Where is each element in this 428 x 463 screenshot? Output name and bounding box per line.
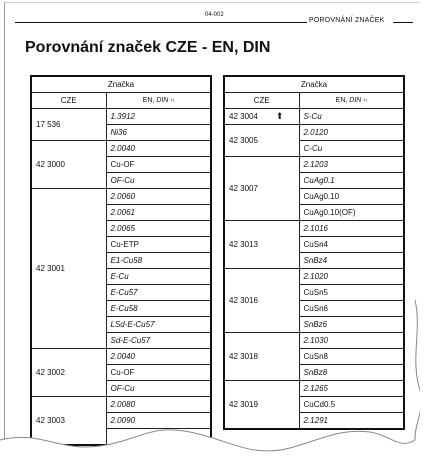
en-din-value: Cu-OF: [106, 157, 211, 173]
cze-code: 17 536: [36, 120, 61, 129]
en-din-value: 2.0060: [106, 189, 211, 205]
en-din-value: CuAg0.1: [299, 173, 404, 189]
en-din-value: CuSn4: [299, 237, 404, 253]
en-din-value: Sd-E-Cu57: [106, 333, 211, 349]
en-din-value: E-Cu58: [106, 301, 211, 317]
en-din-value: CuCd0.5: [299, 397, 404, 413]
en-din-value: S-Cu: [299, 109, 404, 125]
en-din-value: 2.0040: [106, 349, 211, 365]
cze-code: 42 3016: [229, 296, 258, 305]
cze-code: 42 3005: [229, 136, 258, 145]
en-din-value: CuSn6: [299, 301, 404, 317]
en-din-value: LSd-E-Cu57: [106, 317, 211, 333]
en-din-value: CuSn8: [299, 349, 404, 365]
en-din-value: 2.0120: [299, 125, 404, 141]
en-din-value: OF-Cu: [106, 173, 211, 189]
column-header-en: EN,: [142, 97, 155, 104]
en-din-value: 2.0090: [106, 413, 211, 429]
en-din-value: 2.0065: [106, 221, 211, 237]
en-din-value: 2.1030: [299, 333, 404, 349]
en-din-value: Cu-OF: [106, 365, 211, 381]
cze-code: 42 3019: [229, 400, 258, 409]
cze-code: 42 3000: [36, 160, 65, 169]
en-din-value: SnBz4: [299, 253, 404, 269]
page-title: Porovnání značek CZE - EN, DIN: [25, 39, 271, 56]
cze-code: 42 3002: [36, 368, 65, 377]
cze-code: 42 3007: [229, 184, 258, 193]
en-din-value: SnBz8: [299, 365, 404, 381]
cze-code: 42 3001: [36, 264, 65, 273]
column-header-en: EN,: [335, 97, 348, 104]
up-arrow-icon: ⬆: [275, 111, 284, 121]
en-din-value: CuAg0.10: [299, 189, 404, 205]
en-din-value: SnBz6: [299, 317, 404, 333]
en-din-value: 2.1265: [299, 381, 404, 397]
group-header: Značka: [224, 76, 404, 93]
header-label: POROVNÁNÍ ZNAČEK: [309, 17, 385, 24]
en-din-value: 2.1020: [299, 269, 404, 285]
cze-code: 42 3018: [229, 352, 258, 361]
footnote-mark: 1): [363, 97, 367, 102]
en-din-value: 2.1016: [299, 221, 404, 237]
column-header-din: DIN: [156, 97, 169, 104]
en-din-value: E-Cu: [106, 269, 211, 285]
column-header-cze: CZE: [224, 93, 299, 109]
column-header-cze: CZE: [31, 93, 106, 109]
en-din-value: 2.1203: [299, 157, 404, 173]
en-din-value: C-Cu: [299, 141, 404, 157]
en-din-value: 2.0080: [106, 397, 211, 413]
en-din-value: Ni36: [106, 125, 211, 141]
en-din-value: Cu-ETP: [106, 237, 211, 253]
column-header-din: DIN: [349, 97, 362, 104]
en-din-value: 2.0040: [106, 141, 211, 157]
en-din-value: OF-Cu: [106, 381, 211, 397]
page-code: 04-002: [205, 12, 224, 18]
en-din-value: E-Cu57: [106, 285, 211, 301]
cze-code: 42 3003: [36, 416, 65, 425]
en-din-value: 1.3912: [106, 109, 211, 125]
group-header: Značka: [31, 76, 211, 93]
en-din-value: 2.0061: [106, 205, 211, 221]
en-din-value: CuSn5: [299, 285, 404, 301]
footnote-mark: 1): [170, 97, 174, 102]
cze-code: 42 3004: [229, 112, 258, 121]
en-din-value: E1-Cu58: [106, 253, 211, 269]
en-din-value: CuAg0.10(OF): [299, 205, 404, 221]
en-din-value: 2.1291: [299, 413, 404, 430]
cze-code: 42 3013: [229, 240, 258, 249]
